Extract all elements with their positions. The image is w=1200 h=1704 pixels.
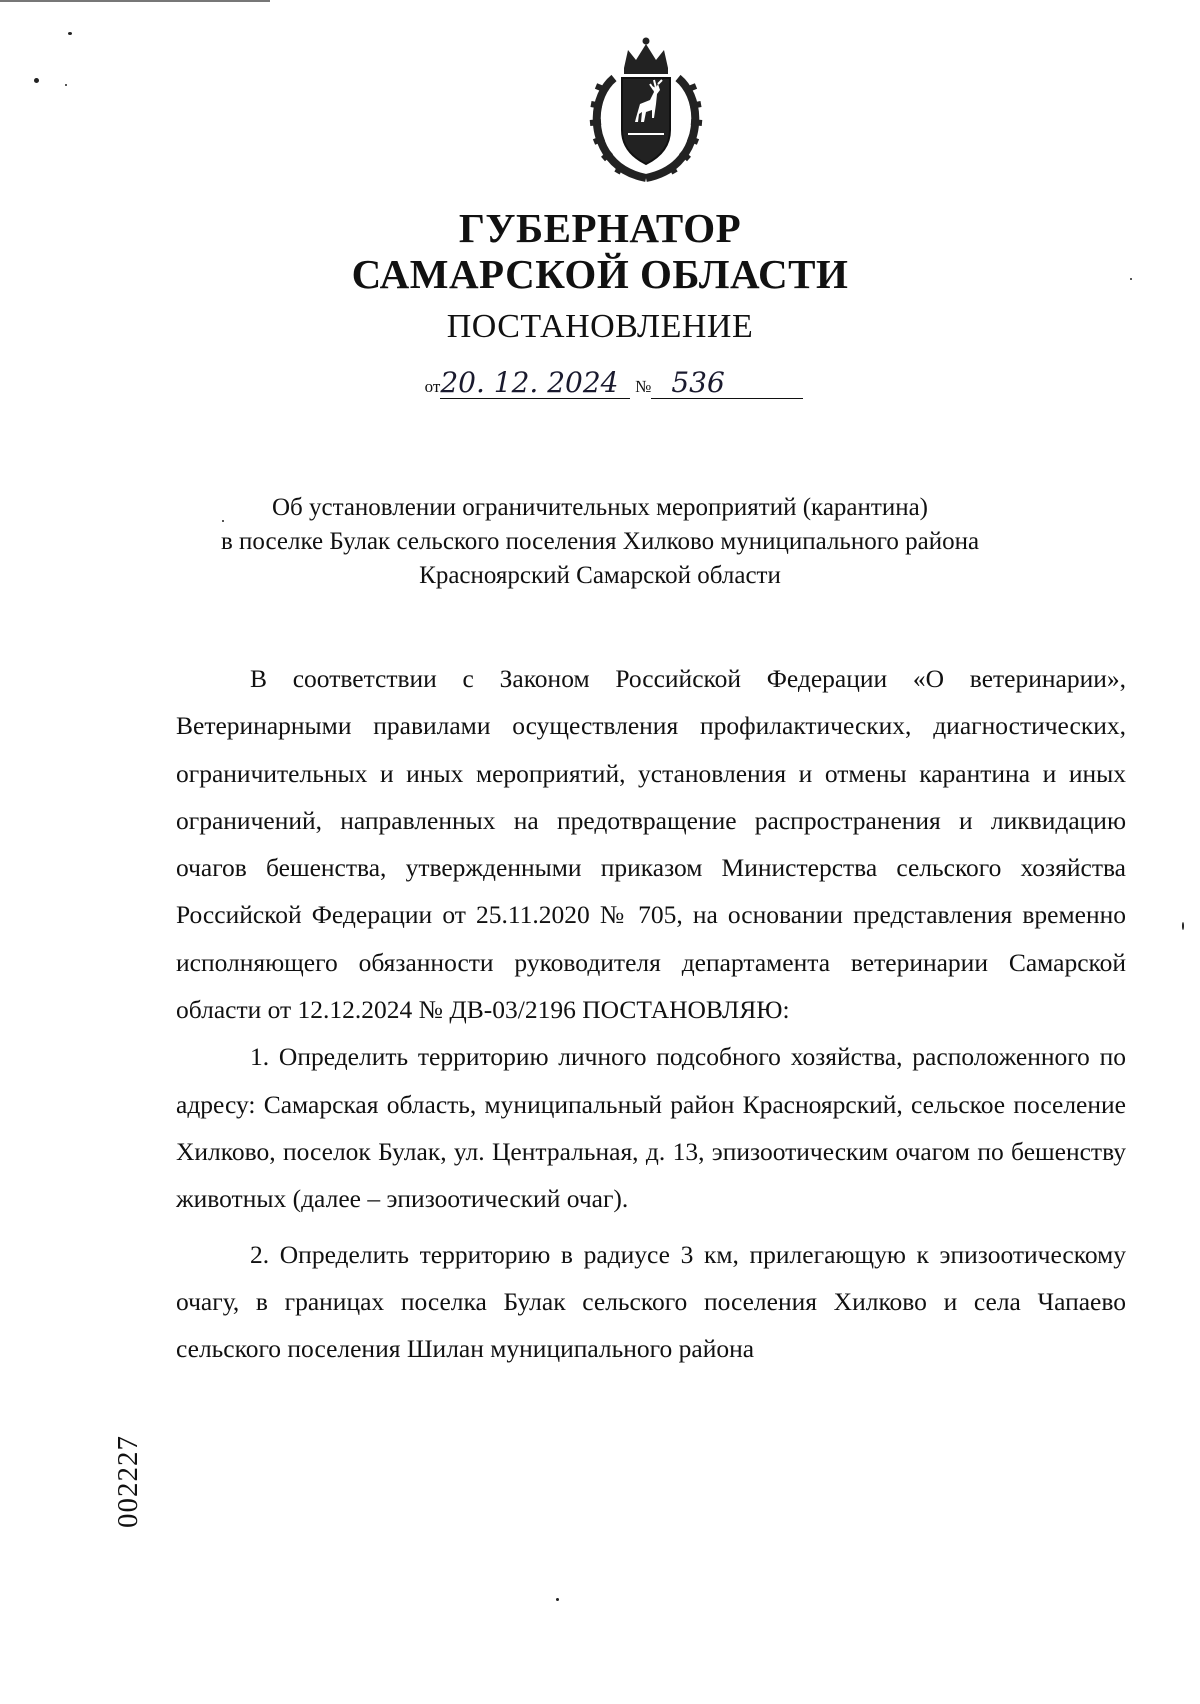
side-serial-number: 002227 <box>112 1435 144 1528</box>
organization-title-line-1: ГУБЕРНАТОР <box>458 205 742 251</box>
scan-speck <box>222 520 224 522</box>
document-type: ПОСТАНОВЛЕНИЕ <box>446 308 754 345</box>
scan-speck <box>68 32 72 35</box>
document-title <box>140 491 1060 593</box>
coat-of-arms-icon <box>584 34 708 184</box>
date-label: от <box>424 377 441 396</box>
date-number-line <box>0 368 1200 399</box>
paragraph-item-1: 1. Определить территорию личного подсобного хозяйства, расположенного по адресу: Самарская область, муниципальный район Красноярский, сельское поселение Хилково, поселок Булак, ул. Центральная, д. 13, эпизоотическим очагом по бешенству животных (далее – эпизоотический очаг). <box>176 1042 1126 1214</box>
scan-edge-line <box>0 0 270 2</box>
title-line: Красноярский Самарской области <box>419 562 781 589</box>
scan-speck <box>65 84 67 86</box>
scan-speck <box>1182 922 1184 930</box>
handwritten-number: 536 <box>651 368 803 399</box>
scan-speck <box>1130 278 1132 280</box>
scan-speck <box>556 1598 559 1601</box>
document-body <box>176 655 1126 1380</box>
paragraph-item-2: 2. Определить территорию в радиусе 3 км, прилегающую к эпизоотическому очагу, в границах поселка Булак сельского поселения Хилково и села Чапаево сельского поселения Шилан муниципального района <box>176 1239 1126 1364</box>
paragraph-preamble: В соответствии с Законом Российской Федерации «О ветеринарии», Ветеринарными правилами осуществления профилактических, диагностических, ограничительных и иных мероприятий, установления и отмены карантина и иных ограничений, направленных на предотвращение распространения и ликвидацию очагов бешенства, утвержденными приказом Министерства сельского хозяйства Российской Федерации от 25.11.2020 № 705, на основании представления временно исполняющего обязанности руководителя департамента ветеринарии Самарской области от 12.12.2024 № ДВ-03/2196 ПОСТАНОВЛЯЮ: <box>176 664 1126 1025</box>
scan-speck <box>34 78 39 83</box>
number-label: № <box>635 377 652 396</box>
title-line: в поселке Булак сельского поселения Хилково муниципального района <box>220 528 980 555</box>
title-line: Об установлении ограничительных мероприятий (карантина) <box>271 494 929 521</box>
organization-title-line-2: САМАРСКОЙ ОБЛАСТИ <box>351 251 849 297</box>
handwritten-date: 20. 12. 2024 <box>440 368 630 399</box>
